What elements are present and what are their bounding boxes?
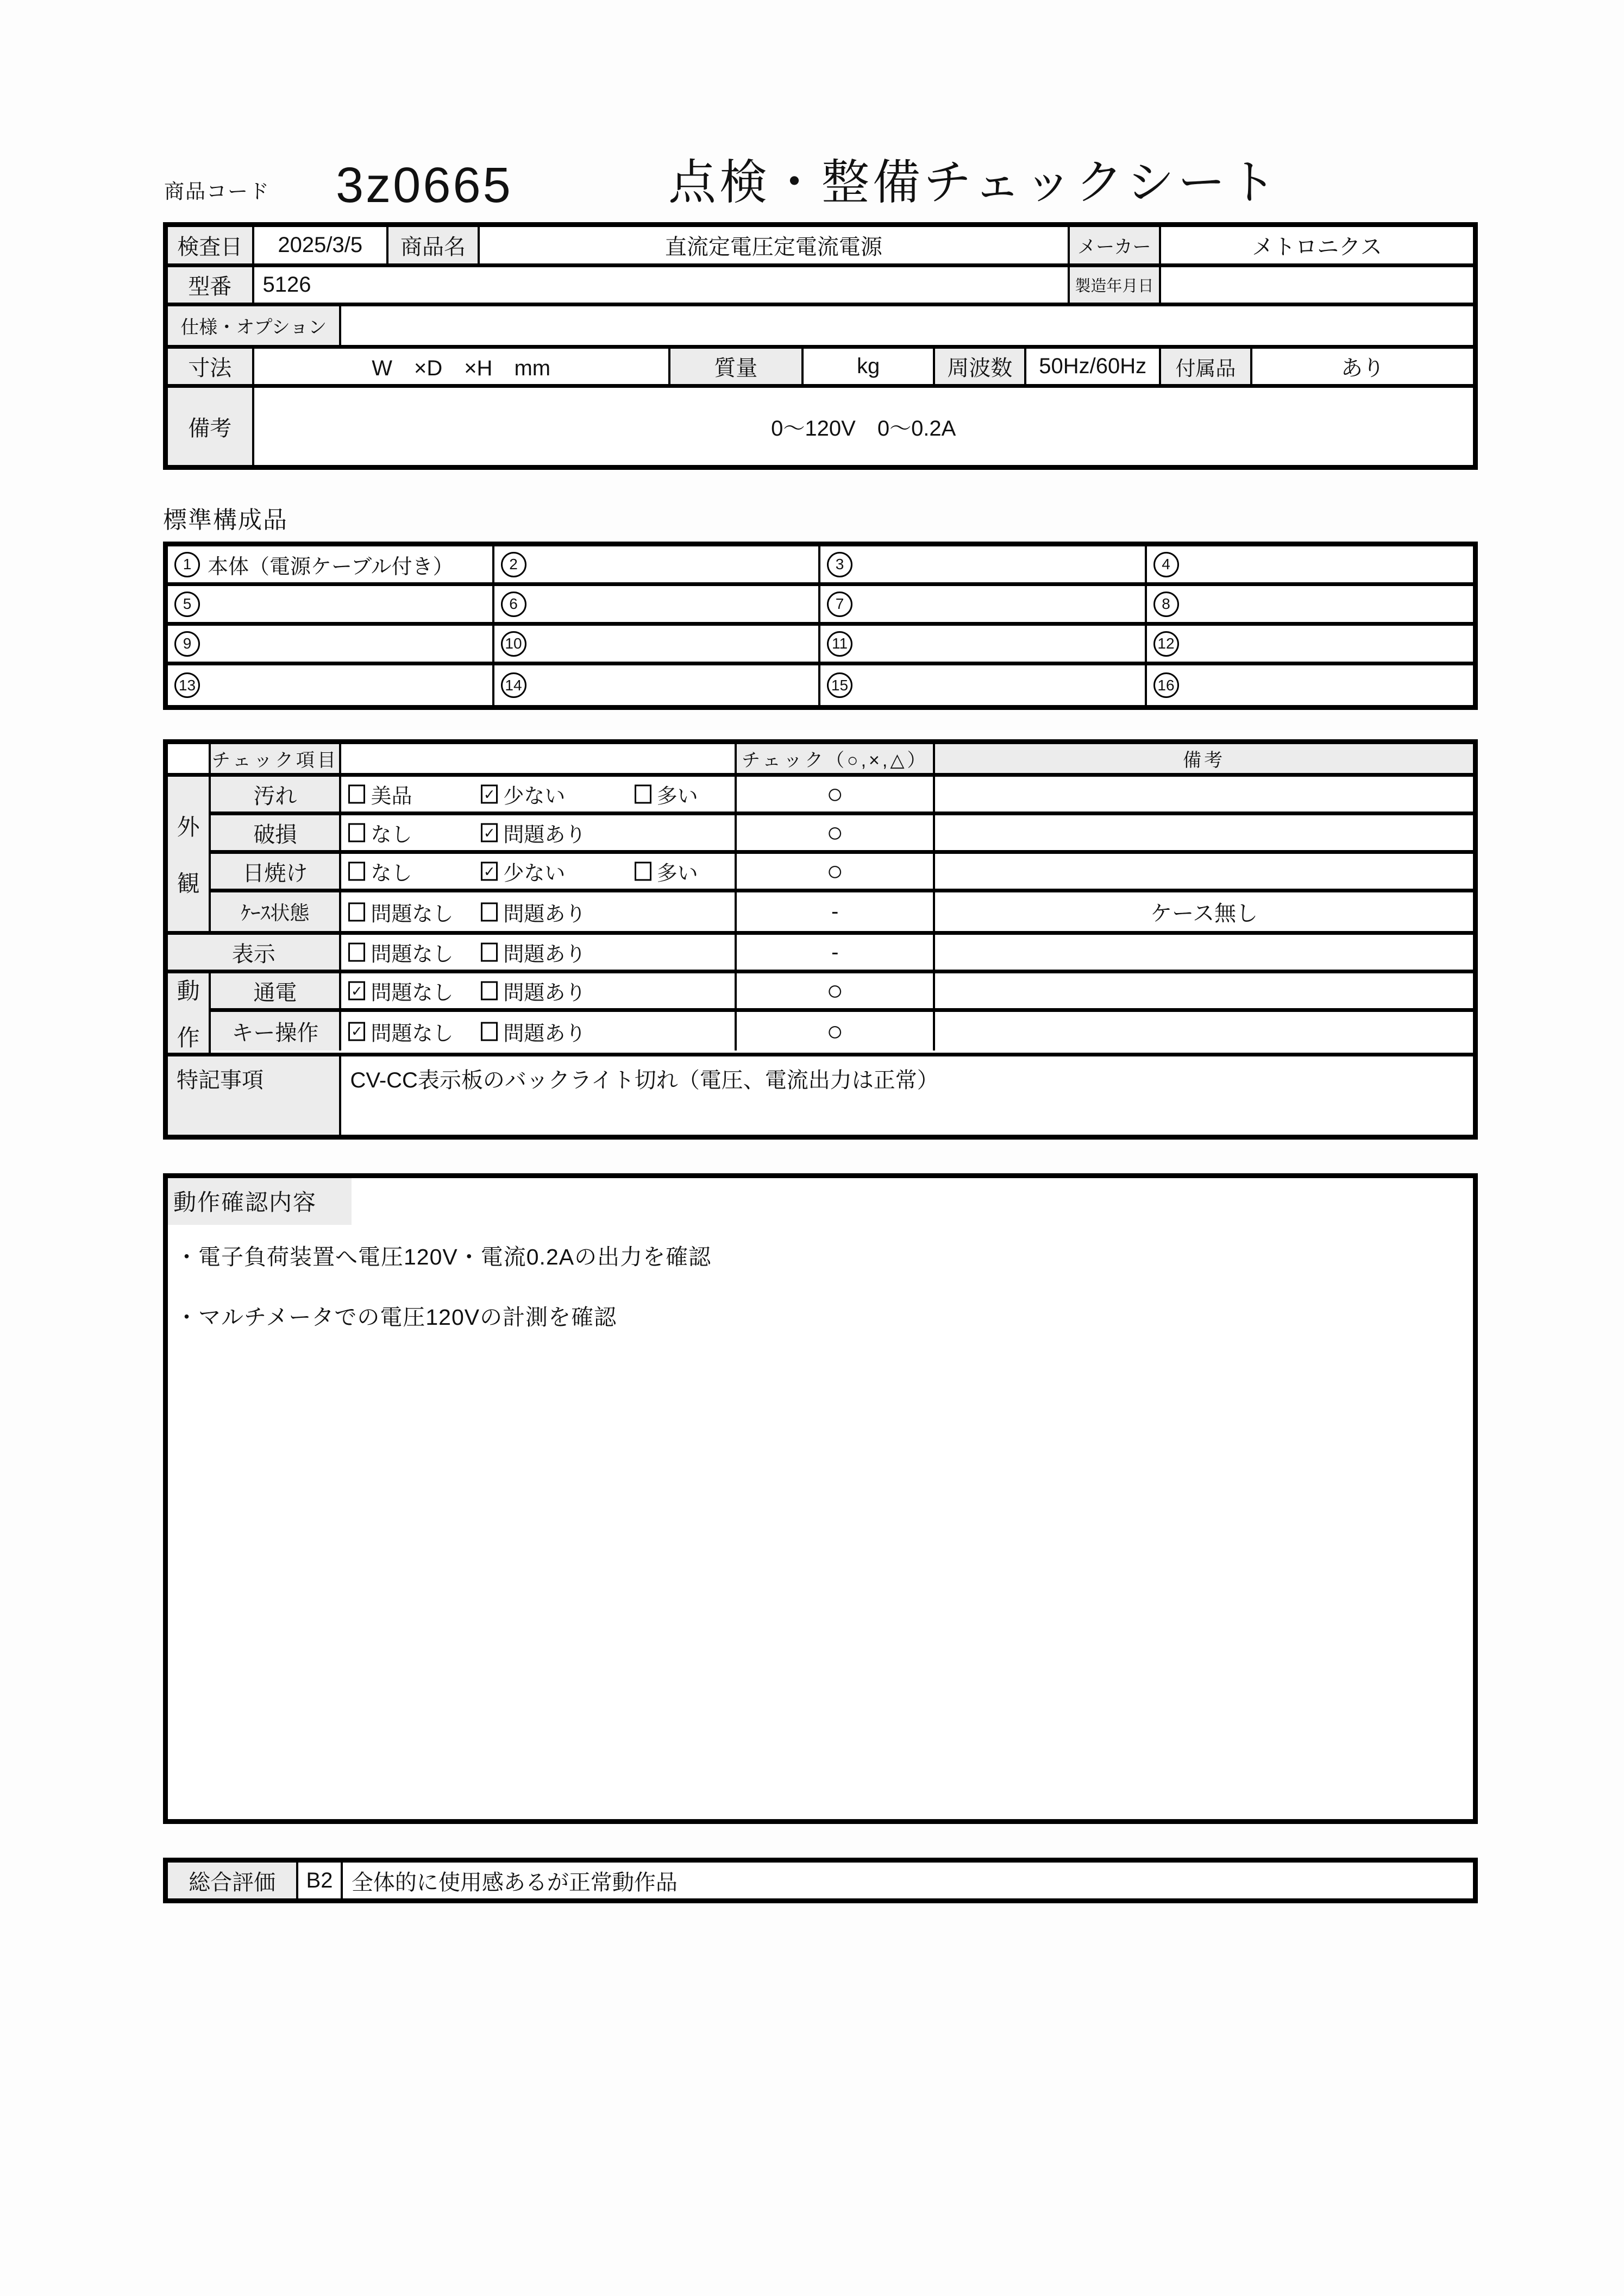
product-name-value: 直流定電圧定電流電源 [480,227,1070,263]
mfg-date-label: 製造年月日 [1070,267,1161,303]
check-row-case [211,892,1473,931]
checkbox [481,943,498,962]
appearance-group [168,777,1473,935]
check-row-display [168,935,1473,973]
check-row-damage [211,815,1473,854]
row-label: 日焼け [211,854,341,889]
option-label: 問題あり [503,823,586,847]
special-notes-text: CV-CC表示板のバックライト切れ（電圧、電流出力は正常） [350,1068,939,1092]
product-code-value: 3z0665 [336,158,513,213]
spec-option-label: 仕様・オプション [168,306,341,345]
checkbox [348,862,365,881]
checkbox [481,785,498,804]
option-label: 多い [656,862,698,885]
option [481,779,565,809]
components-row [168,665,1473,705]
circled-number: 5 [174,592,200,617]
info-row-1 [168,227,1473,267]
operation-check-heading: 動作確認内容 [168,1178,352,1225]
component-cell [1147,546,1473,582]
row-label: 汚れ [211,777,341,812]
options-cell [341,973,737,1008]
component-cell [1147,665,1473,705]
remarks-label: 備考 [168,388,254,465]
option-label: 多い [656,785,698,808]
option-label: 問題なし [371,1022,454,1045]
row-label: キー操作 [211,1012,341,1051]
circled-number: 7 [827,592,852,617]
option [481,938,586,967]
frequency-label: 周波数 [935,349,1026,384]
maker-label: メーカー [1070,227,1161,263]
inspection-date-value: 2025/3/5 [254,227,388,263]
accessories-label: 付属品 [1161,349,1252,384]
remarks-value: 0～120V 0～0.2A [771,416,956,441]
weight-value: kg [804,349,936,384]
components-row [168,546,1473,586]
inspection-date-label: 検査日 [168,227,254,263]
circled-number: 8 [1153,592,1179,617]
checkbox [348,982,365,1001]
circled-number: 12 [1153,631,1179,657]
options-cell [341,815,737,850]
info-row-remarks [168,388,1473,465]
component-cell [494,665,821,705]
option-label: 少ない [503,785,566,808]
info-row-2 [168,267,1473,306]
dimensions-value: W ×D ×H mm [254,349,670,384]
operation-check-box [163,1173,1478,1824]
accessories-value: あり [1340,356,1384,380]
checkbox [481,982,498,1001]
option [348,1016,453,1046]
operation-group [168,973,1473,1056]
special-notes-label: 特記事項 [168,1056,341,1135]
circled-number: 15 [827,672,852,698]
checkbox [348,785,365,804]
appearance-group-label: 外 観 [168,777,211,931]
circled-number: 16 [1153,672,1179,698]
frequency-value: 50Hz/60Hz [1026,349,1161,384]
circled-number: 13 [174,672,200,698]
row-remark [935,1012,1473,1051]
check-row-dirt [211,777,1473,815]
options-cell [341,1012,737,1051]
row-label: 破損 [211,815,341,850]
option [348,976,453,1006]
option-label: なし [371,823,412,847]
option-label: 問題あり [503,903,586,926]
row-remark [935,815,1473,850]
options-cell [341,854,737,889]
spec-option-value [341,306,1473,345]
model-value: 5126 [254,267,1070,303]
option [481,857,565,886]
option [348,857,412,886]
row-remark [935,935,1473,970]
check-result: ○ [737,854,935,889]
overall-comment: 全体的に使用感あるが正常動作品 [351,1870,678,1895]
header-spacer [168,744,211,773]
option-label: 問題なし [371,982,454,1005]
overall-evaluation-row [168,1863,1473,1898]
sheet-header [163,148,1478,214]
check-result: - [737,892,935,931]
option [635,857,698,886]
option-label: 問題あり [503,1022,586,1045]
checkbox [481,1022,498,1041]
check-mark-header: チェック（○,×,△） [737,744,935,773]
options-cell [341,935,737,970]
overall-evaluation-table [163,1858,1478,1903]
row-label: 表示 [168,935,341,970]
option [481,897,586,927]
row-remark [935,777,1473,812]
component-cell [168,586,494,622]
product-code-label: 商品コード [164,180,270,203]
circled-number: 10 [501,631,526,657]
overall-label: 総合評価 [168,1863,298,1898]
checkbox [481,862,498,881]
option-label: 問題なし [371,943,454,966]
check-result: - [737,935,935,970]
row-label: 通電 [211,973,341,1008]
circled-number: 4 [1153,552,1179,577]
component-cell [820,626,1147,662]
option [348,779,412,809]
check-result: ○ [737,777,935,812]
option-label: 問題なし [371,903,454,926]
operation-check-line: ・電子負荷装置へ電圧120V・電流0.2Aの出力を確認 [175,1244,712,1269]
circled-number: 9 [174,631,200,657]
component-cell [494,546,821,582]
option [348,938,453,967]
checkbox-mark: ✓ [483,786,496,802]
component-cell [820,546,1147,582]
option [481,1016,586,1046]
component-cell [1147,626,1473,662]
option-label: 問題あり [503,943,586,966]
circled-number: 14 [501,672,526,698]
components-row [168,586,1473,626]
check-row-sunfade [211,854,1473,892]
checkbox [481,823,498,842]
special-notes-row [168,1056,1473,1135]
component-cell [168,546,494,582]
component-cell [820,586,1147,622]
row-remark [935,973,1473,1008]
product-name-label: 商品名 [388,227,480,263]
checkbox-mark: ✓ [351,1023,363,1040]
option-label: なし [371,862,412,885]
check-row-keys [211,1012,1473,1051]
options-header [341,744,737,773]
checkbox [481,902,498,921]
mfg-date-value [1161,267,1473,303]
option-label: 美品 [371,785,412,808]
check-result: ○ [737,973,935,1008]
operation-check-line: ・マルチメータでの電圧120Vの計測を確認 [175,1305,617,1330]
row-remark [935,854,1473,889]
checkbox [348,1022,365,1041]
check-result: ○ [737,1012,935,1051]
option-label: 少ない [503,862,566,885]
component-cell [820,665,1147,705]
product-info-table [163,222,1478,470]
check-table-header [168,744,1473,777]
options-cell [341,892,737,931]
circled-number: 3 [827,552,852,577]
circled-number: 11 [827,631,852,657]
components-table [163,542,1478,710]
component-cell [494,586,821,622]
component-cell [168,626,494,662]
check-result: ○ [737,815,935,850]
model-label: 型番 [168,267,254,303]
checkbox [348,943,365,962]
option [348,818,412,848]
circled-number: 1 [174,552,200,577]
component-cell [494,626,821,662]
checkbox [348,823,365,842]
dimensions-label: 寸法 [168,349,254,384]
option-label: 問題あり [503,982,586,1005]
check-item-header: チェック項目 [211,744,341,773]
remarks-header: 備考 [935,744,1473,773]
circled-number: 2 [501,552,526,577]
info-row-3 [168,306,1473,349]
components-heading: 標準構成品 [163,507,288,533]
component-text: 本体（電源ケーブル付き） [208,555,454,578]
options-cell [341,777,737,812]
checkbox-mark: ✓ [483,863,496,879]
row-label: ｹｰｽ状態 [211,892,341,931]
check-table [163,739,1478,1140]
maker-value: メトロニクス [1252,235,1382,259]
components-row [168,626,1473,665]
operation-group-label: 動 作 [168,973,211,1053]
checkbox [348,902,365,921]
component-cell [1147,586,1473,622]
option [348,897,453,927]
weight-label: 質量 [670,349,804,384]
checkbox-mark: ✓ [483,825,496,841]
checkbox [635,785,651,804]
circled-number: 6 [501,592,526,617]
checkbox-mark: ✓ [351,983,363,999]
check-row-power [211,973,1473,1012]
info-row-4 [168,349,1473,388]
option [481,818,586,848]
checkbox [635,862,651,881]
overall-grade: B2 [298,1863,343,1898]
page-title: 点検・整備チェックシート [668,155,1280,209]
row-remark: ケース無し [1150,902,1258,926]
option [481,976,586,1006]
component-cell [168,665,494,705]
option [635,779,698,809]
